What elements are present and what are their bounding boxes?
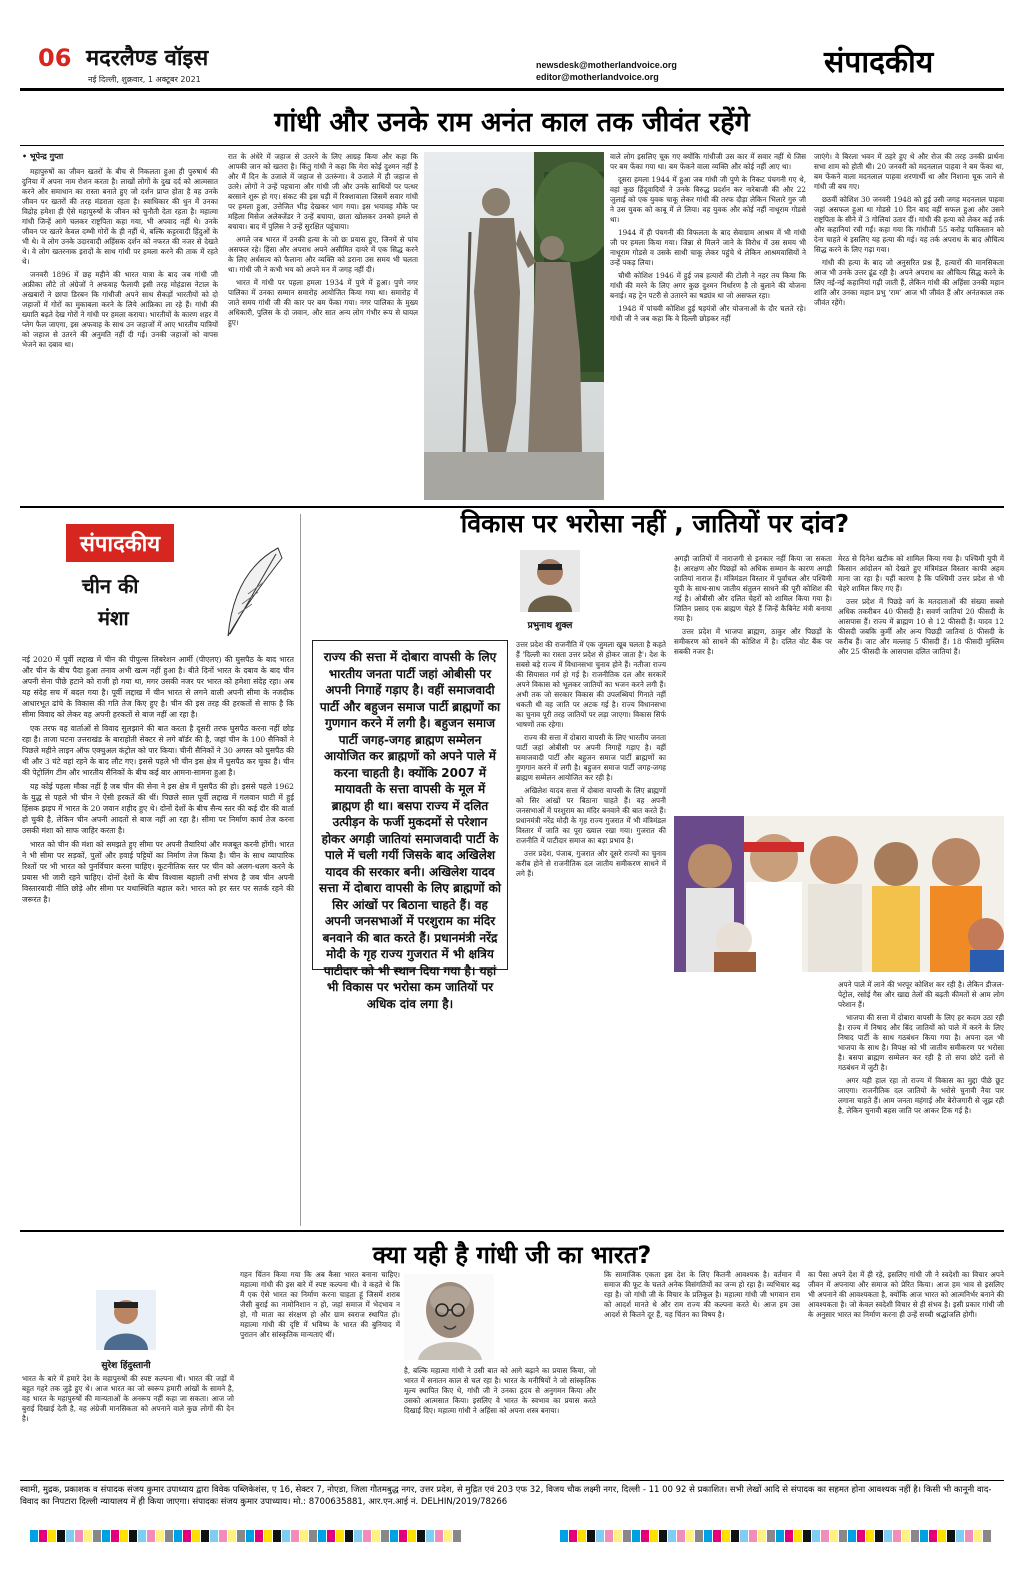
registration-swatch <box>390 1530 398 1542</box>
article1-para: वाले लोग इसलिए चूक गए क्योंकि गांधीजी उस कार में सवार नहीं थे जिस पर बम फेंका गया था। बम फेंकने वाला व्यक्ति और कोई नहीं आए था। <box>610 152 806 171</box>
article1-para: 1944 में ही पंचगनी की विफलता के बाद सेवाग्राम आश्रम में भी गांधी जी पर हमला किया गया। जिन्ना से मिलने जाने के विरोध में उस समय भी नाथूराम गोडसे व उसके साथी चाकू लेकर पहुंचे थे लेकिन आश्रमवासियों ने उन्हें पकड़ लिया। <box>610 228 806 267</box>
article1-para: अगले जब भारत में उनकी हत्या के जो छः प्रयास हुए, जिनमें से पांच असफल रहे। हिंसा और अपराध अपने असीमित दायरे में एक सिद्ध करने के लिए अर्धसत्य को फैलाना और व्यक्ति को डराना उस समय भी चलता था। गांधी जी ने कभी भय को अपने मन में जगह नहीं दी। <box>228 235 418 274</box>
article1-para: 1948 में पांचवी कोशिश हुई षड़यंत्रों और योजनाओं के दौर चलते रहे। गांधी जी ने जब कहा कि वे दिल्ली छोड़कर नहीं <box>610 304 806 323</box>
article2-para: राज्य की सत्ता में दोबारा वापसी के लिए भारतीय जनता पार्टी जहां ओबीसी पर अपनी निगाहें गड़ाए है। वहीं समाजवादी पार्टी और बहुजन समाज पार्टी ब्राह्मणों का गुणगान करने में लगी है। बहुजन समाज पार्टी जगह-जगह ब्राह्मण सम्मेलन आयोजित कर रही है। <box>516 733 666 782</box>
registration-swatch <box>327 1530 335 1542</box>
article3-column-5 <box>808 1270 1004 1480</box>
registration-swatch <box>560 1530 568 1542</box>
registration-swatch <box>929 1530 937 1542</box>
article3-headline: क्या यही है गांधी जी का भारत? <box>372 1241 652 1269</box>
registration-swatch <box>920 1530 928 1542</box>
registration-swatch <box>102 1530 110 1542</box>
registration-swatch <box>156 1530 164 1542</box>
registration-swatch <box>354 1530 362 1542</box>
article3-para: है, बल्कि महात्मा गांधी ने उसी बात को आगे बढ़ाने का प्रयास किया, जो भारत में सनातन काल से चल रहा है। भारत के मनीषियों ने जो सांस्कृतिक मूल्य स्थापित किए थे, गांधी जी ने उनका हृदय से अनुगमन किया और उसको आत्मसात किया। इसलिए वे भारत के स्वभाव का प्रयास करते दिखाई दिए। महात्मा गांधी ने अहिंसा को अपना शस्त्र बनाया। <box>404 1366 596 1415</box>
registration-swatch <box>803 1530 811 1542</box>
article1-rule <box>20 145 1004 146</box>
registration-swatch <box>686 1530 694 1542</box>
registration-swatch <box>722 1530 730 1542</box>
registration-swatch <box>659 1530 667 1542</box>
article3-column-4 <box>604 1270 800 1480</box>
article1-column-4 <box>814 152 1004 502</box>
registration-swatch <box>632 1530 640 1542</box>
registration-swatch <box>893 1530 901 1542</box>
article3-column-3 <box>404 1366 596 1480</box>
registration-swatch <box>749 1530 757 1542</box>
registration-swatch <box>129 1530 137 1542</box>
article1-para: महापुरुषों का जीवन खतरों के बीच से निकलता हुआ ही पुरुषार्थ की दुनिया में अपना नाम रोशन करता है। लाखों लोगों के दुख दर्द को आत्मसात करने और समाधान का रास्ता बनाते हुए जो दर्शन प्राप्त होता है वह उनके जीवन पर खतरों की तरह मंडराता रहता है। स्वाधिकार की धुन में उनका विद्रोह हमेशा ही ऐसे महापुरुषों के जीवन को चुनौती देता रहता है। महात्मा गांधी जिन्हें आगे चलकर राष्ट्रपिता कहा गया, भी अपवाद नहीं थे। उनके जीवन पर खतरे केवल दम्भी गोरों के ही नहीं थे, बल्कि कट्टरवादी हिंदुओं के भी थे। वे लोग उनके उदारवादी अहिंसक दर्शन को नफरत की नजर से देखते थे। वे लोग खतरनाक इरादों के साथ गांधी पर हमला करने की ताक में रहते थे। <box>22 167 218 266</box>
editorial-text <box>22 654 294 1220</box>
article1-para: चौथी कोशिश 1946 में हुई जब हत्यारों की टोली ने नहर तय किया कि गांधी की मरने के लिए अगर कुछ दुश्मन निर्धारण है तो बुलाने की योजना बनाई। वह ट्रेन पटरी से उतारने का षड्यंत्र था जो असफल रहा। <box>610 271 806 300</box>
article1-para: भारत में गांधी पर पहला हमला 1934 में पुणे में हुआ। पुणे नगर पालिका में उनका सम्मान समारोह आयोजित किया गया था। समारोह में जाते समय गांधी जी की कार पर बम फेंका गया। नगर पालिका के मुख्य अधिकारी, पुलिस के दो जवान, और सात अन्य लोग गंभीर रूप से घायल हुए। <box>228 278 418 327</box>
masthead-rule <box>20 88 1004 91</box>
registration-swatch <box>174 1530 182 1542</box>
quill-icon <box>218 544 288 644</box>
registration-swatch <box>677 1530 685 1542</box>
article1-para: छठवीं कोशिश 30 जनवरी 1948 को हुई उसी जगह मदनलाल पाहवा जहां असफल हुआ था गोडसे 10 दिन बाद वहीं सफल हुआ और उसने राष्ट्रपिता के सीने में 3 गोलियां उतार दीं। गांधी की हत्या को लेकर कई तर्क और कहानियां रची गईं। कहा गया कि गांधीजी 55 करोड़ पाकिस्तान को देना चाहते थे इसलिए यह हत्या की गई। यह तर्क अपराध के बाद औचित्य सिद्ध करने के लिए गढ़ा गया। <box>814 195 1004 254</box>
article2-para: उत्तर प्रदेश में भाजपा ब्राह्मण, ठाकुर और पिछड़ों के समीकरण को साधने की कोशिश में है। दलित वोट बैंक पर सबकी नजर है। <box>674 627 832 656</box>
registration-swatch <box>704 1530 712 1542</box>
registration-swatch <box>408 1530 416 1542</box>
article1-headline: गांधी और उनके राम अनंत काल तक जीवंत रहेंगे <box>274 107 750 138</box>
article1-column-2 <box>228 152 418 502</box>
registration-swatch <box>435 1530 443 1542</box>
article1-column-3 <box>610 152 806 502</box>
registration-swatch <box>713 1530 721 1542</box>
section-title: संपादकीय <box>824 45 934 80</box>
author-photo-suresh <box>96 1290 156 1350</box>
registration-swatch <box>578 1530 586 1542</box>
registration-swatch <box>84 1530 92 1542</box>
registration-swatch <box>785 1530 793 1542</box>
article2-column-1 <box>516 640 666 1226</box>
imprint-line: स्वामी, मुद्रक, प्रकाशक व संपादक संजय कुमार उपाध्याय द्वारा विवेक पब्लिकेशंस, ए 16, सेक्टर 7, नोएडा, जिला गौतमबुद्ध नगर, उत्तर प्रदेश, से मुद्रित एवं 203 एफ 32, विजय चौक लक्ष्मी नगर, दिल्ली - 11 00 92 से प्रकाशित। सभी लेखों आदि से संपादक का सहमत होना आवश्यक नहीं है। किसी भी कानूनी वाद-विवाद का निपटारा दिल्ली न्यायालय में ही किया जाएगा। संपादकः संजय कुमार उपाध्याय। मो.: 8700635881, आर.एन.आई नं. DELHIN/2019/78266 <box>20 1485 992 1507</box>
editorial-para: भारत को चीन की मंशा को समझते हुए सीमा पर अपनी तैयारियां और मजबूत करनी होंगी। भारत ने भी सीमा पर सड़कों, पुलों और हवाई पट्टियों का निर्माण तेज किया है। चीन के साथ व्यापारिक रिश्तों पर भी भारत को पुनर्विचार करना चाहिए। कूटनीतिक स्तर पर चीन को अलग-थलग करने के प्रयास भी जारी रहने चाहिए। दोनों देशों के बीच विश्वास बहाली तभी संभव है जब चीन अपनी विस्तारवादी नीति छोड़े और सीमा पर यथास्थिति बहाल करे। भारत को हर स्तर पर सतर्क रहने की जरूरत है। <box>22 840 294 904</box>
registration-swatch <box>66 1530 74 1542</box>
registration-swatch <box>399 1530 407 1542</box>
registration-swatch <box>767 1530 775 1542</box>
registration-swatch <box>938 1530 946 1542</box>
article3-column-1 <box>22 1374 234 1480</box>
article2-para: अगर यही हाल रहा तो राज्य में विकास का मुद्दा पीछे छूट जाएगा। राजनीतिक दल जातियों के भरोसे चुनावी नैया पार लगाना चाहते हैं। आम जनता महंगाई और बेरोजगारी से जूझ रही है, लेकिन चुनावी बहस जाति पर आकर टिक गई है। <box>838 1076 1004 1115</box>
registration-swatch <box>911 1530 919 1542</box>
registration-swatch <box>453 1530 461 1542</box>
article2-para: उत्तर प्रदेश में पिछड़े वर्ग के मतदाताओं की संख्या सबसे अधिक तकरीबन 40 फीसदी है। सवर्ण जातियां 20 फीसदी के आसपास हैं। राज्य में ब्राह्मण 10 से 12 फीसदी हैं। यादव 12 फीसदी जबकि कुर्मी और अन्य पिछड़ी जातियां 8 फीसदी के करीब हैं। जाट और मल्लाह 5 फीसदी हैं। 18 फीसदी मुस्लिम और 25 फीसदी के आसपास दलित जातियां हैं। <box>838 597 1004 656</box>
registration-swatch <box>965 1530 973 1542</box>
registration-swatch <box>93 1530 101 1542</box>
editorial-box <box>22 514 294 650</box>
registration-swatch <box>875 1530 883 1542</box>
registration-swatch <box>282 1530 290 1542</box>
politicians-collage-photo <box>674 816 1004 972</box>
email-newsdesk[interactable]: newsdesk@motherlandvoice.org <box>536 60 677 70</box>
registration-swatch <box>444 1530 452 1542</box>
registration-swatch <box>372 1530 380 1542</box>
editorial-title-line2: मंशा <box>98 606 129 630</box>
registration-swatch <box>363 1530 371 1542</box>
registration-swatch <box>668 1530 676 1542</box>
article3-column-2 <box>240 1270 400 1480</box>
article2-para: अपने पाले में लाने की भरपूर कोशिश कर रही है। लेकिन डीजल-पेट्रोल, रसोई गैस और खाद्य तेलों की बढ़ती कीमतों से आम लोग परेशान हैं। <box>838 980 1004 1009</box>
registration-swatch <box>264 1530 272 1542</box>
article2-headline: विकास पर भरोसा नहीं , जातियों पर दांव? <box>460 509 850 538</box>
registration-swatch <box>111 1530 119 1542</box>
registration-swatch <box>812 1530 820 1542</box>
registration-swatch <box>794 1530 802 1542</box>
article1-column-1 <box>22 152 218 502</box>
registration-swatch <box>57 1530 65 1542</box>
article3-byline: सुरेश हिंदुस्तानी <box>101 1361 151 1371</box>
article1-byline: • भूपेन्द्र गुप्ता <box>22 152 64 161</box>
registration-swatch <box>417 1530 425 1542</box>
article2-para: भाजपा की सत्ता में दोबारा वापसी के लिए हर कदम उठा रही है। राज्य में निषाद और बिंद जातियों को पाले में करने के लिए निषाद पार्टी के साथ गठबंधन किया गया है। अपना दल भी भाजपा के साथ है। विपक्ष को भी जातीय समीकरण पर भरोसा है। बसपा ब्राह्मण सम्मेलन कर रही है तो सपा छोटे दलों से गठबंधन में जुटी है। <box>838 1013 1004 1072</box>
registration-swatch <box>165 1530 173 1542</box>
registration-swatch <box>956 1530 964 1542</box>
article1-para: जनवरी 1896 में छह महीने की भारत यात्रा के बाद जब गांधी जी अफ्रीका लौटे तो अंग्रेजों ने अफवाह फैलायी इसी तरह मोहंडास नेटाल के अखबारों ने छापा डिरबन कि गांधीजी अपने साथ सैकड़ों भारतीयों को दो जहाजों में गोरों का मुकाबला करने के लिये आफ्रिका ला रहे हैं। गांधी की ख्याति बढ़ते देख गोरों ने गांधी पर हमला कराया। भारतीयों के कारण शहर में प्लेग फैल जाएगा, इस अफवाह के साथ उन जहाजों में आए भारतीय यात्रियों को जहाज से उतरने की अनुमति नहीं दी गई। उनकी जहाजों को वापस भेजने का दबाव था। <box>22 270 218 349</box>
article2-column-4 <box>838 980 1004 1226</box>
registration-swatch <box>641 1530 649 1542</box>
registration-swatch <box>318 1530 326 1542</box>
registration-swatch <box>75 1530 83 1542</box>
registration-swatch <box>309 1530 317 1542</box>
registration-swatch <box>237 1530 245 1542</box>
registration-swatch <box>336 1530 344 1542</box>
registration-swatch <box>758 1530 766 1542</box>
article1-para: रात के अंधेरे में जहाज से उतरने के लिए आग्रह किया और कहा कि आपकी जान को खतरा है। किंतु गांधी ने कहा कि मेरा कोई दुश्मन नहीं है और मैं दिन के उजाले में जहाज से उतरूंगा। वे उजाले में ही जहाज से उतरे। लोगों ने उन्हें पहचाना और गांधी जी और उनके साथियों पर पत्थर बरसाने शुरू हो गए। संकट की इस घड़ी में रिक्शावाला जिसमें सवार गांधी पर हमला हुआ, उत्तेजित भीड़ देखकर भाग गया। इस भयावह मौके पर महिला मिसेज अलेक्जेंडर ने उन्हें बचाया, छाता खोलकर उनको हमले से बचाया। बाद में पुलिस ने उन्हें सुरक्षित पहुंचाया। <box>228 152 418 231</box>
registration-swatch <box>839 1530 847 1542</box>
registration-swatch <box>210 1530 218 1542</box>
registration-swatch <box>147 1530 155 1542</box>
editorial-label: संपादकीय <box>66 524 174 562</box>
registration-swatch <box>902 1530 910 1542</box>
registration-swatch <box>776 1530 784 1542</box>
article2-bottom-rule <box>20 1230 1004 1232</box>
registration-swatch <box>596 1530 604 1542</box>
gandhi-statue-photo <box>424 152 604 500</box>
article3-para: भारत के बारे में हमारे देश के महापुरुषों की स्पष्ट कल्पना थी। भारत की जड़ों में बहुत गहरे तक जुड़े हुए थे। आज भारत का जो स्वरूप हमारी आंखों के सामने है, वह भारत के महापुरुषों की मान्यताओं के अनरूप नहीं कहा जा सकता। आज जो बुराई दिखाई देती है, वह अंग्रेजी मानसिकता को अपनाने वाले कुछ लोगों की देन है। <box>22 1374 234 1423</box>
article2-column-2b <box>674 980 832 1226</box>
registration-swatch <box>300 1530 308 1542</box>
registration-swatch <box>731 1530 739 1542</box>
registration-swatch <box>650 1530 658 1542</box>
registration-swatch <box>228 1530 236 1542</box>
registration-swatch <box>381 1530 389 1542</box>
registration-swatch <box>345 1530 353 1542</box>
article2-para: मेरठ से दिनेश खटीक को शामिल किया गया है। पश्चिमी यूपी में किसान आंदोलन को देखते हुए मंत्रिमंडल विस्तार काफी अहम माना जा रहा है। यहीं कारण है कि पश्चिमी उत्तर प्रदेश से भी चेहरे शामिल किए गए हैं। <box>838 554 1004 593</box>
article3-para: गहन चिंतन किया गया कि अब कैसा भारत बनाना चाहिए। महात्मा गांधी की इस बारे में स्पष्ट कल्पना थी। वे कहते थे कि मैं एक ऐसे भारत का निर्माण करना चाहता हूं जिसमें शराब जैसी बुराई का नामोनिशान न हो, जहां समाज में भेदभाव न हो, गौ माता का संरक्षण हो और ग्राम स्वराज स्थापित हो। महात्मा गांधी की दृष्टि में भविष्य के भारत की बुनियाद में पुरातन और सांस्कृतिक मान्यताएं थीं। <box>240 1270 400 1339</box>
registration-swatch <box>983 1530 991 1542</box>
article1-para: जाएंगे। वे बिरला भवन में ठहरे हुए थे और रोज की तरह उनकी प्रार्थना सभा शाम को होती थी। 20 जनवरी को मदनलाल पाहवा ने बम फेंका था, बम फेंकने वाला मदनलाल पाहवा शरणार्थी था और निशाना चूक जाने से गांधी जी बच गए। <box>814 152 1004 191</box>
registration-swatch <box>830 1530 838 1542</box>
registration-swatch <box>623 1530 631 1542</box>
registration-swatch <box>605 1530 613 1542</box>
article3-para: का पैसा अपने देश में ही रहे, इसलिए गांधी जी ने स्वदेशी का विचार अपने जीवन में अपनाया और समाज को प्रेरित किया। आज हम भाव से इसलिए भी अपनाने की आवश्यकता है, क्योंकि आज भारत को आत्मनिर्भर बनाने की आवश्यकता है। जो केवल स्वदेशी विचार से ही संभव है। इसी प्रकार गांधी जी के अनुसार भारत का निर्माण करना ही उन्हें सच्ची श्रद्धांजलि होगी। <box>808 1270 1004 1319</box>
gandhi-portrait-photo <box>404 1274 494 1360</box>
email-editor[interactable]: editor@motherlandvoice.org <box>536 72 659 82</box>
registration-swatch <box>848 1530 856 1542</box>
registration-swatch <box>291 1530 299 1542</box>
color-registration-strip <box>30 1530 462 1542</box>
registration-swatch <box>857 1530 865 1542</box>
editorial-divider <box>300 514 301 1226</box>
registration-swatch <box>273 1530 281 1542</box>
article3-para: कि सामाजिक एकता इस देश के लिए कितनी आवश्यक है। वर्तमान में समाज की फूट के चलते अनेक विसंगतियों का जन्म हो रहा है। व्यभिचार बढ़ रहा है। जो गांधी जी के विचार के प्रतिकूल है। महात्मा गांधी जी भगवान राम को आदर्श मानते थे और राम राज्य की कल्पना करते थे। आज हम उस आदर्श से कितने दूर हैं, यह चिंतन का विषय है। <box>604 1270 800 1319</box>
article1-para: गांधी की हत्या के बाद जो अनुसरित प्रश्न हैं, हत्यारों की मानसिकता आज भी उनके उत्तर ढूंढ रही है। अपने अपराध का औचित्य सिद्ध करने के लिए नई-नई कहानियां गढ़ी जाती हैं, लेकिन गांधी की अहिंसा उनकी महान शांति और उनका महान प्रभु ‘राम’ आज भी जीवंत हैं और अनंतकाल तक जीवंत रहेंगे। <box>814 258 1004 307</box>
article2-column-3 <box>838 554 1004 674</box>
article2-byline: प्रभुनाथ शुक्ल <box>527 621 573 631</box>
registration-swatch <box>183 1530 191 1542</box>
editorial-para: नई 2020 में पूर्वी लद्दाख में चीन की पीपुल्स लिबरेशन आर्मी (पीएलए) की घुसपैठ के बाद भारत और चीन के बीच पैदा हुआ तनाव अभी खत्म नहीं हुआ है। बीते दिनों भारत के दबाव के बाद चीन अपनी सेना पीछे हटाने को राजी हो गया था, मगर उसकी नजर पर भारत को हमेशा संदेह रहा। अब यह संदेह सच में बदल गया है। पूर्वी लद्दाख में चीन भारत से लगने वाली अपनी सीमा के नजदीक आधारभूत ढांचे के विकास की गति तेज किए हुए है। चीन की इस तरह की हरकतों से साफ है कि सीमा विवाद को लेकर वह अपनी हरकतों से बाज नहीं आ रहा है। <box>22 655 294 719</box>
registration-swatch <box>255 1530 263 1542</box>
article2-para: उत्तर प्रदेश, पंजाब, गुजरात और दूसरे राज्यों का चुनाव करीब होने से राजनीतिक दल जातीय समीकरण साधने में लगे हैं। <box>516 849 666 878</box>
editorial-para: यह कोई पहला मौका नहीं है जब चीन की सेना ने इस क्षेत्र में घुसपैठ की हो। इससे पहले 1962 के युद्ध से पहले भी चीन ने ऐसी हरकतें की थीं। पिछले साल पूर्वी लद्दाख में गलवान घाटी में हुई हिंसक झड़प में भारत के 20 जवान शहीद हुए थे। दोनों देशों के बीच सैन्य स्तर की कई दौर की वार्ता हो चुकी है, लेकिन चीन अपनी आदतों से बाज नहीं आ रहा है। सीमा पर निर्माण कार्य तेज करना उसकी मंशा को साफ जाहिर करता है। <box>22 782 294 835</box>
registration-swatch <box>695 1530 703 1542</box>
editorial-title-line1: चीन की <box>82 574 139 598</box>
registration-swatch <box>39 1530 47 1542</box>
registration-swatch <box>740 1530 748 1542</box>
registration-swatch <box>201 1530 209 1542</box>
article2-para: अखिलेश यादव सत्ता में दोबारा वापसी के लिए ब्राह्मणों को सिर आंखों पर बिठाना चाहते हैं। वह अपनी जनसभाओं में परशुराम का मंदिर बनवाने की बात करते हैं। प्रधानमंत्री नरेंद्र मोदी के गृह राज्य गुजरात में भी मंत्रिमंडल विस्तार में जाति का पूरा ख्याल रखा गया। गुजरात की राजनीति में पाटीदार समाज का बड़ा प्रभाव है। <box>516 786 666 845</box>
registration-swatch <box>120 1530 128 1542</box>
author-photo-prabhunath <box>520 550 580 612</box>
registration-swatch <box>884 1530 892 1542</box>
registration-swatch <box>974 1530 982 1542</box>
article2-para: अगड़ी जातियों में नाराजगी से इनकार नहीं किया जा सकता है। आरक्षण और पिछड़ों को अधिक सम्मान के कारण अगड़ी जातियां नाराज हैं। मंत्रिमंडल विस्तार में पूर्वांचल और पश्चिमी यूपी के साथ-साथ जातीय संतुलन साधने की पूरी कोशिश की गई है। ओबीसी और दलित चेहरों को शामिल किया गया है। जितिन प्रसाद एक ब्राह्मण चेहरे हैं जिन्हें कैबिनेट मंत्री बनाया गया है। <box>674 554 832 623</box>
article1-para: दूसरा हमला 1944 में हुआ जब गांधी जी पुणे के निकट पंचगनी गए थे, वहां कुछ हिंदूवादियों ने उनके विरुद्ध प्रदर्शन कर नारेबाजी की और 22 जुलाई को एक युवक चाकू लेकर गांधी की तरफ दौड़ा लेकिन भिलारे गुरु जी ने उस युवक को काबू में ले लिया। वह युवक और कोई नहीं नाथूराम गोडसे था। <box>610 175 806 224</box>
registration-swatch <box>246 1530 254 1542</box>
registration-swatch <box>192 1530 200 1542</box>
date-line: नई दिल्ली, शुक्रवार, 1 अक्टूबर 2021 <box>88 75 201 84</box>
paper-name: मदरलैण्ड वॉइस <box>86 46 209 71</box>
footer-rule <box>20 1480 1004 1481</box>
registration-swatch <box>866 1530 874 1542</box>
registration-swatch <box>587 1530 595 1542</box>
registration-swatch <box>569 1530 577 1542</box>
registration-swatch <box>138 1530 146 1542</box>
page-number: 06 <box>38 44 72 72</box>
registration-swatch <box>821 1530 829 1542</box>
article2-pull-quote: राज्य की सत्ता में दोबारा वापसी के लिए भारतीय जनता पार्टी जहां ओबीसी पर अपनी निगाहें गड़ाए है। वहीं समाजवादी पार्टी और बहुजन समाज पार्टी ब्राह्मणों का गुणगान करने में लगी है। बहुजन समाज पार्टी जगह-जगह ब्राह्मण सम्मेलन आयोजित कर ब्राह्मणों को अपने पाले में करना चाहती है। क्योंकि 2007 में मायावती के सत्ता वापसी के मूल में ब्राह्मण ही था। बसपा राज्य में दलित उत्पीड़न के फर्जी मुकदमों से परेशान होकर अगड़ी जातियां समाजवादी पार्टी के पाले में चली गयीं जिसके बाद अखिलेश यादव की सरकार बनी। अखिलेश यादव सत्ता में दोबारा वापसी के लिए ब्राह्मणों को सिर आंखों पर बिठाना चाहते हैं। वह अपनी जनसभाओं में परशुराम का मंदिर बनवाने की बात करते हैं। प्रधानमंत्री नरेंद्र मोदी के गृह राज्य गुजरात में भी क्षत्रिय पाटीदार को भी स्थान दिया गया है। यहां भी विकास पर भरोसा कम जातियों पर अधिक दांव लगा है। <box>312 640 508 970</box>
registration-swatch <box>426 1530 434 1542</box>
registration-swatch <box>614 1530 622 1542</box>
registration-swatch <box>48 1530 56 1542</box>
color-registration-strip-right <box>560 1530 992 1542</box>
article2-para: उत्तर प्रदेश की राजनीति में एक जुमला खूब चलता है कहते हैं 'दिल्ली का रास्ता उत्तर प्रदेश से होकर जाता है'। देश के सबसे बड़े राज्य में विधानसभा चुनाव होने हैं। नतीजा राज्य की सियासत गर्म हो गई है। राजनीतिक दल और सरकारें अपने विकास को भूलकर जातियों का भजन करने लगी हैं। अभी तक जो सरकार विकास की उपलब्धियां गिनाते नहीं थकती थी वह जाति पर अटक गई है। राज्य विधानसभा का चुनाव पूरी तरह जातियों पर लड़ा जाएगा। विकास सिर्फ भाषणों तक रहेगा। <box>516 640 666 729</box>
registration-swatch <box>30 1530 38 1542</box>
editorial-para: एक तरफ वह वार्ताओं से विवाद सुलझाने की बात करता है दूसरी तरफ घुसपैठ करना नहीं छोड़ रहा है। ताजा घटना उत्तराखंड के बाराहोती सेक्टर से लगे बॉर्डर की है, जहां चीन के 100 सैनिकों ने पिछले महीने लाइन ऑफ एक्चुअल कंट्रोल को पार किया। चीनी सैनिकों ने 30 अगस्त को घुसपैठ की थी और 3 घंटे वहां रहने के बाद लौट गए। इससे पहले भी चीन इस क्षेत्र में घुसपैठ कर चुका है। चीन की पेट्रोलिंग टीम और भारतीय सैनिकों के बीच कई बार आमना-सामना हुआ है। <box>22 724 294 777</box>
registration-swatch <box>219 1530 227 1542</box>
registration-swatch <box>947 1530 955 1542</box>
